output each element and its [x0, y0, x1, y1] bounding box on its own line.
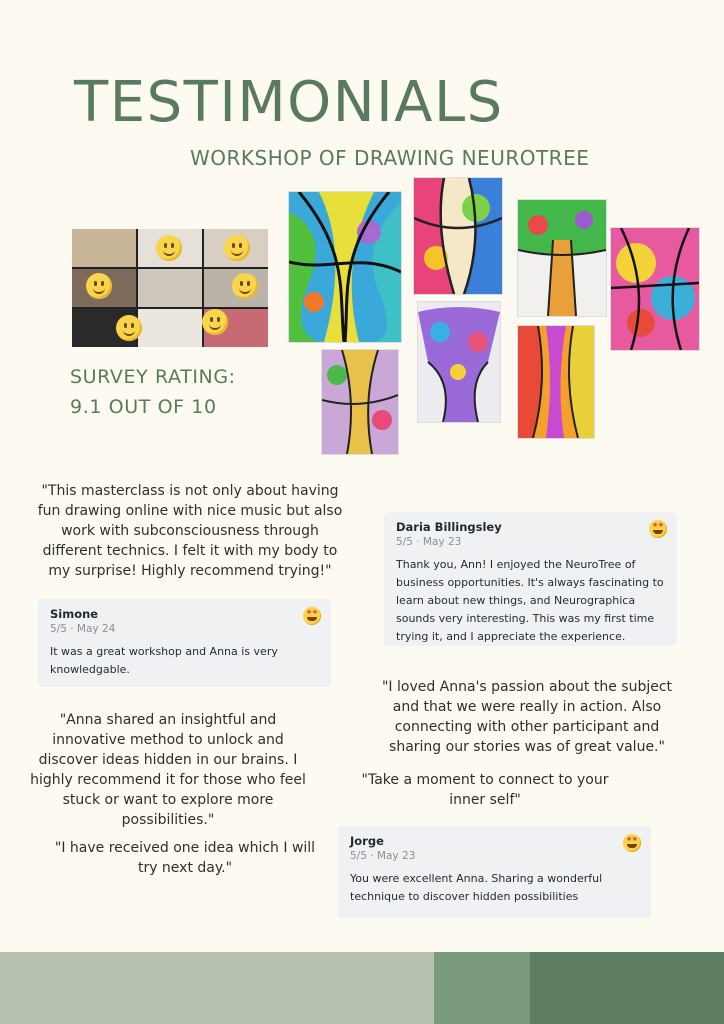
testimonial-quote: "I have received one idea which I will try next day.": [54, 840, 316, 876]
star-struck-emoji-icon: [303, 607, 321, 625]
neurotree-artwork: [289, 192, 401, 342]
smiley-face-icon: [116, 315, 142, 341]
review-card: [338, 826, 651, 918]
smiley-face-icon: [156, 235, 182, 261]
review-rating-date: 5/5 · May 23: [396, 536, 462, 548]
review-text: Thank you, Ann! I enjoyed the NeuroTree of business opportunities. It's always fascinating to learn about new things, and Neurographica sounds very interesting. This was my first time trying it, and I appreciate the experience.: [396, 558, 664, 643]
footer-band-mid: [434, 952, 530, 1024]
page-subtitle: WORKSHOP OF DRAWING NEUROTREE: [190, 146, 590, 170]
page-title: TESTIMONIALS: [74, 70, 504, 135]
testimonial-quote: "Anna shared an insightful and innovative method to unlock and discover ideas hidden in our brains. I highly recommend it for those who feel stuck or want to explore more possibilities.": [30, 712, 306, 828]
smiley-face-icon: [86, 273, 112, 299]
participant-tile: [72, 229, 136, 267]
neurotree-artwork: [414, 178, 502, 294]
smiley-face-icon: [224, 235, 250, 261]
review-text: You were excellent Anna. Sharing a wonderful technique to discover hidden possibilities: [350, 872, 603, 903]
smiley-face-icon: [202, 309, 228, 335]
neurotree-artwork: [518, 200, 606, 316]
review-card: [384, 512, 677, 646]
participant-tile: [138, 269, 202, 307]
video-call-collage: [72, 229, 268, 347]
neurotree-artwork: [611, 228, 699, 350]
neurotree-artwork: [418, 302, 500, 422]
review-card: [38, 599, 331, 687]
reviewer-name: Jorge: [350, 834, 384, 848]
testimonial-quote: "Take a moment to connect to your inner self": [361, 772, 609, 808]
footer-band-dark: [530, 952, 724, 1024]
star-struck-emoji-icon: [649, 520, 667, 538]
neurotree-artwork: [322, 350, 398, 454]
review-rating-date: 5/5 · May 24: [50, 623, 116, 635]
star-struck-emoji-icon: [623, 834, 641, 852]
testimonial-quote: "This masterclass is not only about having fun drawing online with nice music but also work with subconsciousness through different technics. I felt it with my body to my surprise! Highly recommend trying!": [37, 483, 343, 579]
neurotree-artwork: [518, 326, 594, 438]
reviewer-name: Simone: [50, 607, 99, 621]
review-rating-date: 5/5 · May 23: [350, 850, 416, 862]
review-text: It was a great workshop and Anna is very knowledgable.: [50, 645, 278, 676]
footer-band-light: [0, 952, 434, 1024]
smiley-face-icon: [232, 273, 258, 299]
survey-rating-label: SURVEY RATING:: [70, 366, 236, 388]
reviewer-name: Daria Billingsley: [396, 520, 502, 534]
testimonial-quote: "I loved Anna's passion about the subject and that we were really in action. Also connecting with other participant and sharing our stories was of great value.": [381, 679, 673, 755]
participant-tile: [138, 309, 202, 347]
survey-rating-value: 9.1 OUT OF 10: [70, 396, 217, 418]
